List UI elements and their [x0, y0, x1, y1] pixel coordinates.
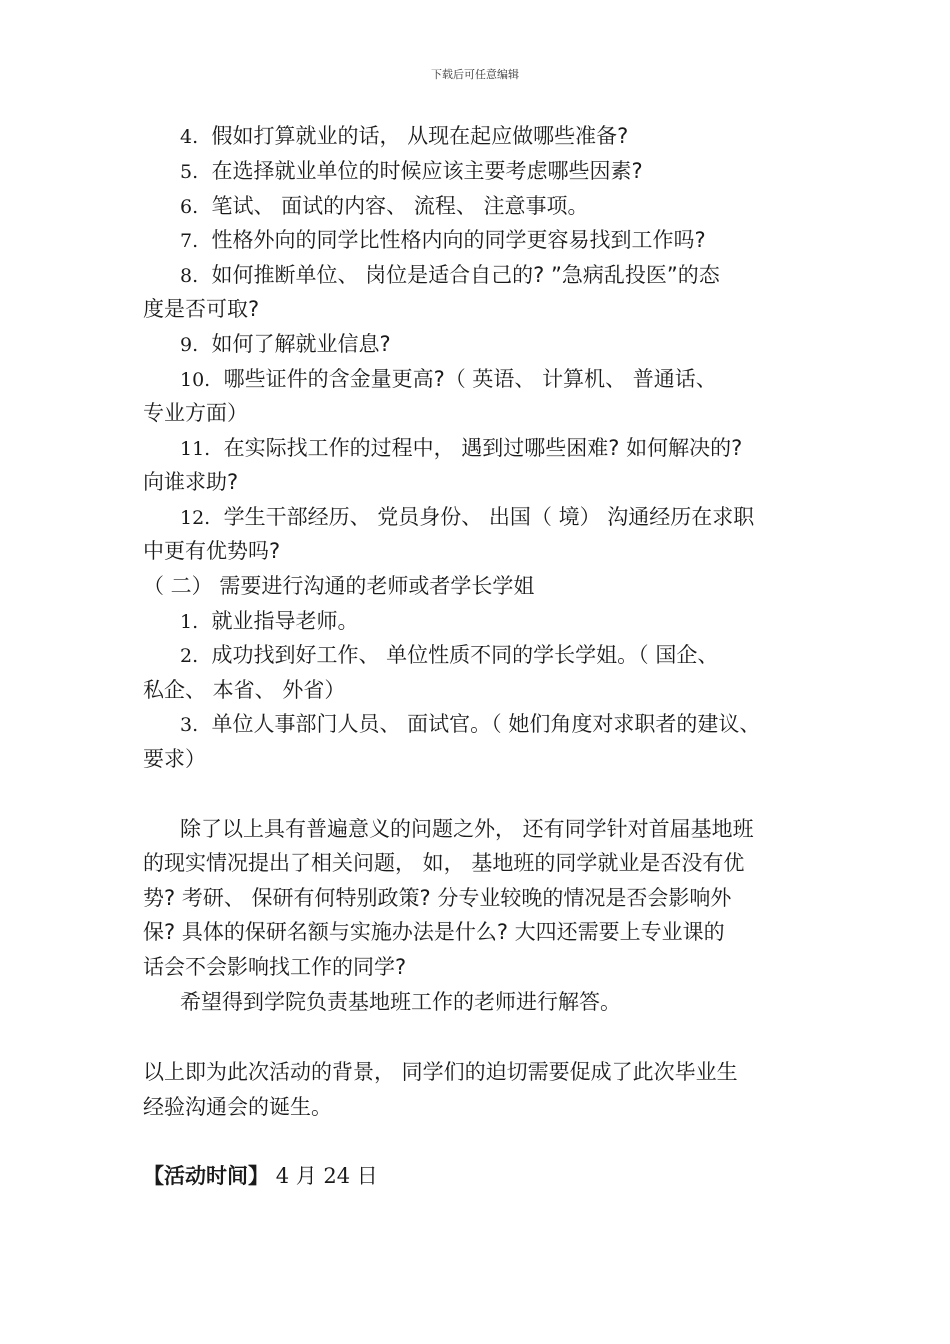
paragraph-line: 势? 考研、 保研有何特别政策? 分专业较晚的情况是否会影响外 — [143, 886, 732, 910]
list-item: 5. 在选择就业单位的时候应该主要考虑哪些因素? — [180, 159, 643, 183]
paragraph-line: 话会不会影响找工作的同学? — [143, 955, 407, 979]
list-item-continuation: 度是否可取? — [143, 297, 260, 321]
list-item-continuation: 私企、 本省、 外省） — [143, 678, 346, 702]
list-item-continuation: 向谁求助? — [143, 470, 239, 494]
list-item: 7. 性格外向的同学比性格内向的同学更容易找到工作吗? — [180, 228, 706, 252]
list-item: 11. 在实际找工作的过程中， 遇到过哪些困难? 如何解决的? — [180, 436, 743, 460]
paragraph-line: 的现实情况提出了相关问题， 如， 基地班的同学就业是否没有优 — [143, 851, 745, 875]
paragraph-line: 希望得到学院负责基地班工作的老师进行解答。 — [180, 990, 621, 1014]
paragraph-line: 保? 具体的保研名额与实施办法是什么? 大四还需要上专业课的 — [143, 920, 725, 944]
list-item: 9. 如何了解就业信息? — [180, 332, 391, 356]
page-header: 下载后可任意编辑 — [431, 68, 519, 81]
list-item-continuation: 专业方面） — [143, 401, 248, 425]
list-item: 12. 学生干部经历、 党员身份、 出国（ 境） 沟通经历在求职 — [180, 505, 755, 529]
list-item-continuation: 要求） — [143, 747, 206, 771]
activity-time — [143, 1162, 378, 1190]
list-item: 2. 成功找到好工作、 单位性质不同的学长学姐。（ 国企、 — [180, 643, 719, 667]
paragraph-line: 除了以上具有普遍意义的问题之外， 还有同学针对首届基地班 — [180, 817, 754, 841]
list-item: 6. 笔试、 面试的内容、 流程、 注意事项。 — [180, 194, 589, 218]
activity-time-label: 【活动时间】 — [143, 1164, 269, 1188]
list-item: 8. 如何推断单位、 岗位是适合自己的? ”急病乱投医”的态 — [180, 263, 720, 287]
list-item-continuation: 中更有优势吗? — [143, 539, 281, 563]
paragraph-line: 以上即为此次活动的背景， 同学们的迫切需要促成了此次毕业生 — [143, 1060, 738, 1084]
list-item: 10. 哪些证件的含金量更高?（ 英语、 计算机、 普通话、 — [180, 367, 717, 391]
paragraph-line: 经验沟通会的诞生。 — [143, 1095, 332, 1119]
list-item: 1. 就业指导老师。 — [180, 609, 359, 633]
list-item: 3. 单位人事部门人员、 面试官。（ 她们角度对求职者的建议、 — [180, 712, 761, 736]
section-title: （ 二） 需要进行沟通的老师或者学长学姐 — [143, 574, 535, 598]
activity-time-value: 4 月 24 日 — [275, 1164, 378, 1188]
list-item: 4. 假如打算就业的话， 从现在起应做哪些准备? — [180, 124, 629, 148]
